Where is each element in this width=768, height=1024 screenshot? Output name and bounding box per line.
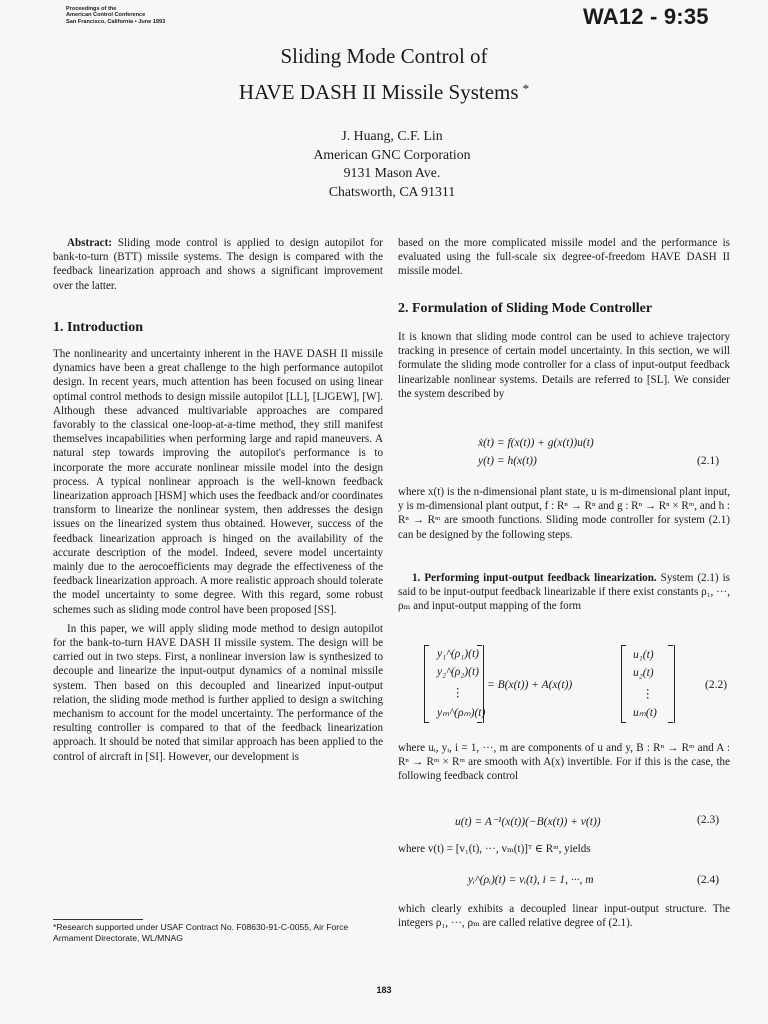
section-heading-formulation: 2. Formulation of Sliding Mode Controller [398,301,653,316]
paragraph: The nonlinearity and uncertainty inherent in the HAVE DASH II missile dynamics have been a great challenge to the high performance autopilot design. In recent years, much attention has been focused on using linear optimal control methods to design missile autopilot [LL], [LJGEW], [W]. Although these advanced multivariable approaches are compared favorably to the classical one-loop-at-a-time method, they still manifest themselves incapabilities when performing large and rapid maneuvers. A natural step towards improving the autopilot's performance is to incorporate the more accurate nonlinear missile model into the design process. A typical nonlinear approach is the well-known feedback linearization approach [HSM] which uses the feedback and/or coordinates transform to linearize the nonlinear system, then addresses the design issues on the linearized system thus obtained. However, success of the feedback linearization approach is hinged on the availability of the accurate description of the model. Indeed, severe model uncertainty mainly due to the aerocoefficients may degrade the effectiveness of the feedback linearization approach. A more realistic approach should tolerate the model uncertainty to some degree. With this regard, some robust schemes such as sliding mode control have been proposed [SS]. [53,348,383,616]
proceedings-header [66,6,165,25]
proceedings-line: San Francisco, California • June 1993 [66,18,166,25]
formulation-paragraph: which clearly exhibits a decoupled linear input-output structure. The integers ρ₁, ···, ρₘ are called relative degree of (2.1). [398,903,730,930]
page-number: 183 [376,985,392,995]
equation-number: (2.3) [697,814,720,826]
author-organization: American GNC Corporation [313,146,471,162]
paper-title-line2 [0,77,768,104]
formulation-paragraph: where v(t) = [v₁(t), ···, vₘ(t)]ᵀ ∈ Rᵐ, yields [398,843,591,855]
proceedings-line: Proceedings of the [66,6,117,12]
title-footnote-mark: * [522,81,530,96]
vector-entry: u₂(t) [633,667,654,679]
footnote: *Research supported under USAF Contract No. F08630-91-C-0055, Air Force Armament Directorate, WL/MNAG [53,922,349,943]
equation-2-4: yᵢ^(ρᵢ)(t) = vᵢ(t), i = 1, ···, m [468,874,594,886]
session-code: WA12 - 9:35 [583,4,709,29]
vector-entry: y₂^(ρ₂)(t) [437,666,479,678]
proceedings-line: American Control Conference [66,12,146,19]
equation-2-1-line2: y(t) = h(x(t)) [478,455,537,467]
abstract-label: Abstract: [67,237,112,249]
vector-entry: ⋮ [452,687,464,699]
equation-2-1-line1: ẋ(t) = f(x(t)) + g(x(t))u(t) [478,437,594,449]
vector-entry: uₘ(t) [633,707,657,719]
abstract-text: Sliding mode control is applied to design autopilot for bank-to-turn (BTT) missile systems. The design is compared with the feedback linearization approach and shows a significant improvement over the latter. [53,237,383,292]
author-names: J. Huang, C.F. Lin [341,128,443,143]
equation-number: (2.4) [697,874,720,886]
formulation-paragraph: It is known that sliding mode control can be used to achieve trajectory tracking in presence of certain model uncertainty. In this section, we will formulate the sliding mode controller for a class of input-output feedback linearizable nonlinear systems. Details are referred to [SL]. We consider the system described by [398,331,730,400]
step1-paragraph [398,571,730,614]
author-street: 9131 Mason Ave. [343,165,441,181]
equation-number: (2.1) [697,455,720,467]
vector-entry: yₘ^(ρₘ)(t) [437,707,486,719]
formulation-paragraph: where uᵢ, yᵢ, i = 1, ···, m are components of u and y, B : Rⁿ → Rᵐ and A : Rⁿ → Rᵐ × Rᵐ are smooth with A(x) invertible. For if this is the case, the following feedback control [398,742,730,783]
equation-2-2-middle: = B(x(t)) + A(x(t)) [487,679,573,691]
footnote-rule [53,919,143,920]
right-column-intro: based on the more complicated missile model and the performance is evaluated using the full-scale six degree-of-freedom HAVE DASH II missile model. [398,237,730,278]
title-text: HAVE DASH II Missile Systems [238,80,519,104]
step1-text: System (2.1) is said to be input-output feedback linearizable if there exist constants ρ₁, ···, ρₘ and input-output mapping of the form [398,572,730,613]
introduction-body [53,347,383,764]
abstract [53,236,383,293]
paragraph: In this paper, we will apply sliding mode method to design autopilot for the bank-to-turn HAVE DASH II missile system. The design will be carried out in two steps. First, a nonlinear inversion law is synthesized to decouple and linearize the input-output dynamics of a nominal missile system. Then based on this decoupled and linearized input-output relation, the sliding mode method is further applied to design a switching mechanism to account for the model uncertainty. The performance of the resulting controller is compared to that of the feedback linearization approach. It should be noted that similar approach has been applied to the control of aircraft in [SI]. However, our development is [53,622,383,763]
equation-number: (2.2) [705,679,728,691]
step1-label: 1. Performing input-output feedback linearization. [412,572,657,584]
formulation-paragraph: where x(t) is the n-dimensional plant state, u is m-dimensional plant input, y is m-dimensional plant output, f : Rⁿ → Rⁿ and g : Rⁿ → Rⁿ × Rᵐ, and h : Rⁿ → Rᵐ are smooth functions. Sliding mode controller for system (2.1) can be designed by the following steps. [398,486,730,541]
author-city: Chatsworth, CA 91311 [328,183,456,199]
section-heading-introduction: 1. Introduction [53,320,143,335]
vector-entry: ⋮ [642,688,654,700]
equation-2-3: u(t) = A⁻¹(x(t))(−B(x(t)) + v(t)) [455,816,601,828]
vector-entry: y₁^(ρ₁)(t) [437,648,479,660]
vector-entry: u₁(t) [633,649,654,661]
author-block [0,127,768,201]
paper-title-line1: Sliding Mode Control of [280,44,488,68]
